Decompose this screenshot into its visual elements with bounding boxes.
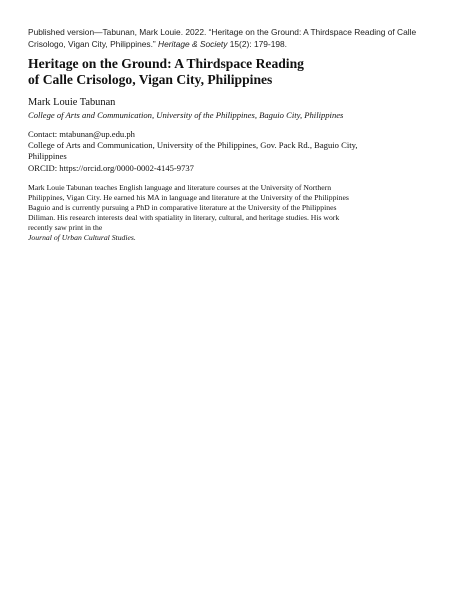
publication-note-volume: 15(2): 179-198. <box>227 39 288 50</box>
publication-note <box>28 26 448 51</box>
author-name: Mark Louie Tabunan <box>28 97 116 108</box>
bio-text: recently saw print in the <box>28 223 103 232</box>
bio-line <box>28 223 446 243</box>
bio-line: Diliman. His research interests deal with spatiality in literary, cultural, and heritage studies. His work <box>28 213 340 222</box>
publication-note-journal: Heritage & Society <box>158 39 228 50</box>
publication-note-line-1: Published version—Tabunan, Mark Louie. 2022. “Heritage on the Ground: A Thirdspace Reading of Calle <box>28 27 417 37</box>
contact-address-line-2: Philippines <box>28 151 67 162</box>
contact-address-line-1: College of Arts and Communication, University of the Philippines, Gov. Pack Rd., Baguio City, <box>28 140 358 151</box>
contact-email: Contact: mtabunan@up.edu.ph <box>28 129 135 139</box>
bio-line: Philippines, Vigan City. He earned his MA in language and literature at the University of the Philippines <box>28 193 349 202</box>
contact-block <box>28 129 448 174</box>
contact-orcid: ORCID: https://orcid.org/0000-0002-4145-9737 <box>28 162 194 173</box>
author-bio <box>28 183 446 243</box>
paper-title-line-1: Heritage on the Ground: A Thirdspace Reading <box>28 56 304 71</box>
author-affiliation: College of Arts and Communication, University of the Philippines, Baguio City, Philippines <box>28 110 344 120</box>
bio-journal: Journal of Urban Cultural Studies. <box>28 233 136 242</box>
paper-title-line-2: of Calle Crisologo, Vigan City, Philippines <box>28 72 273 88</box>
bio-line: Mark Louie Tabunan teaches English language and literature courses at the University of Northern <box>28 183 332 192</box>
publication-note-line-2 <box>28 38 448 50</box>
bio-line: Baguio and is currently pursuing a PhD in comparative literature at the University of the Philippines <box>28 203 337 212</box>
publication-note-citation: Crisologo, Vigan City, Philippines.” <box>28 39 159 50</box>
paper-title <box>28 56 428 89</box>
